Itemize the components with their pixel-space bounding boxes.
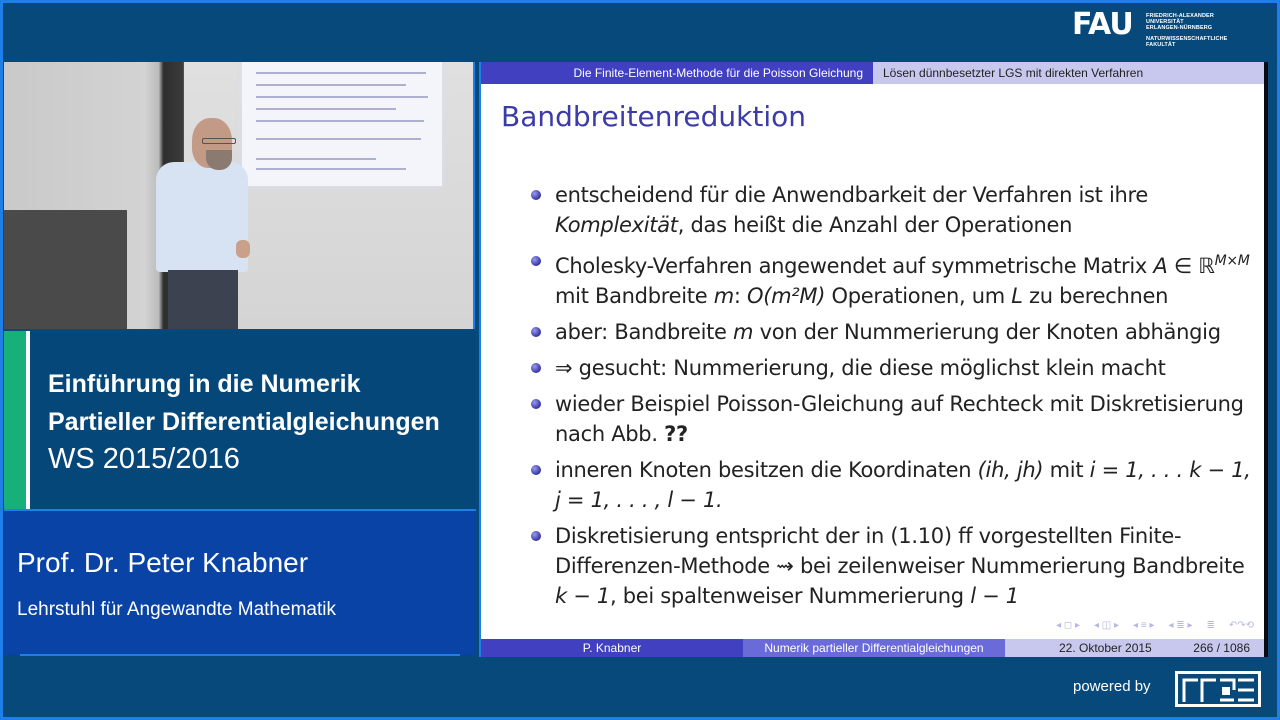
slide-author: P. Knabner	[481, 639, 743, 657]
fau-logo-mark: FAU	[1072, 7, 1133, 42]
nav-subsection-icon[interactable]: ◂ ◫ ▸	[1094, 620, 1120, 631]
beamer-navigation	[1056, 620, 1254, 631]
fau-logo-text: FRIEDRICH-ALEXANDER UNIVERSITÄT ERLANGEN-NÜRNBERG NATURWISSENSCHAFTLICHE FAKULTÄT	[1146, 13, 1228, 48]
accent-bar	[4, 331, 26, 509]
bullet-icon	[531, 465, 541, 475]
lecture-slide[interactable]	[479, 62, 1268, 657]
bullet-item: entscheidend für die Anwendbarkeit der Verfahren ist ihre Komplexität, das heißt die Anzahl der Operationen	[529, 180, 1259, 240]
fau-logo	[1072, 9, 1272, 55]
bullet-icon	[531, 256, 541, 266]
lecturer-info-panel	[4, 511, 476, 655]
slide-footer	[481, 639, 1264, 657]
course-term: WS 2015/2016	[48, 443, 240, 475]
nav-frame-icon[interactable]: ◂ ◻ ▸	[1056, 620, 1080, 631]
lecturer-chair: Lehrstuhl für Angewandte Mathematik	[17, 599, 336, 620]
slide-course: Numerik partieller Differentialgleichungen	[743, 639, 1005, 657]
nav-part-icon[interactable]: ◂ ≣ ▸	[1168, 620, 1193, 631]
slide-date: 22. Oktober 2015	[1059, 641, 1152, 655]
powered-by-label: powered by	[1073, 678, 1151, 695]
lecturer-name: Prof. Dr. Peter Knabner	[17, 547, 309, 578]
slide-bullets	[529, 180, 1259, 617]
rrze-logo-icon	[1182, 678, 1256, 702]
bullet-icon	[531, 190, 541, 200]
bullet-icon	[531, 363, 541, 373]
lecturer-figure	[150, 118, 260, 329]
bullet-icon	[531, 531, 541, 541]
slide-subsection[interactable]: Lösen dünnbesetzter LGS mit direkten Verfahren	[873, 62, 1264, 84]
blackboard	[4, 210, 127, 329]
course-info-panel	[4, 331, 476, 509]
lecturer-video[interactable]	[4, 62, 475, 329]
projected-slide	[242, 62, 442, 186]
nav-section-icon[interactable]: ◂ ≡ ▸	[1133, 620, 1155, 631]
bullet-item: wieder Beispiel Poisson-Gleichung auf Rechteck mit Diskretisierung nach Abb. ??	[529, 389, 1259, 449]
bullet-item: ⇒ gesucht: Nummerierung, die diese möglichst klein macht	[529, 353, 1259, 383]
bullet-item: Cholesky-Verfahren angewendet auf symmetrische Matrix A ∈ ℝ$^{M\times M}$ mit Bandbreite m: O(m²M) Operationen, um L zu berechnen	[529, 246, 1259, 311]
bullet-icon	[531, 327, 541, 337]
divider	[20, 654, 460, 656]
bullet-item: inneren Knoten besitzen die Koordinaten (ih, jh) mit i = 1, . . . k − 1, j = 1, . . . , l − 1.	[529, 455, 1259, 515]
nav-back-forward-icon[interactable]: ↶↷⟲	[1228, 620, 1254, 631]
bullet-item: aber: Bandbreite m von der Nummerierung der Knoten abhängig	[529, 317, 1259, 347]
slide-header	[481, 62, 1264, 84]
slide-page-number: 266 / 1086	[1193, 641, 1250, 655]
rrze-logo	[1175, 671, 1261, 707]
bullet-icon	[531, 399, 541, 409]
bullet-item: Diskretisierung entspricht der in (1.10) ff vorgestellten Finite-Differenzen-Methode ⇝ bei zeilenweiser Nummerierung Bandbreite k − 1, bei spaltenweiser Nummerierung l − 1	[529, 521, 1259, 611]
nav-toc-icon[interactable]: ≣	[1206, 620, 1215, 631]
slide-title: Bandbreitenreduktion	[501, 100, 807, 133]
course-title: Einführung in die Numerik Partieller Differentialgleichungen	[48, 370, 440, 436]
slide-section[interactable]: Die Finite-Element-Methode für die Poisson Gleichung	[481, 62, 873, 84]
